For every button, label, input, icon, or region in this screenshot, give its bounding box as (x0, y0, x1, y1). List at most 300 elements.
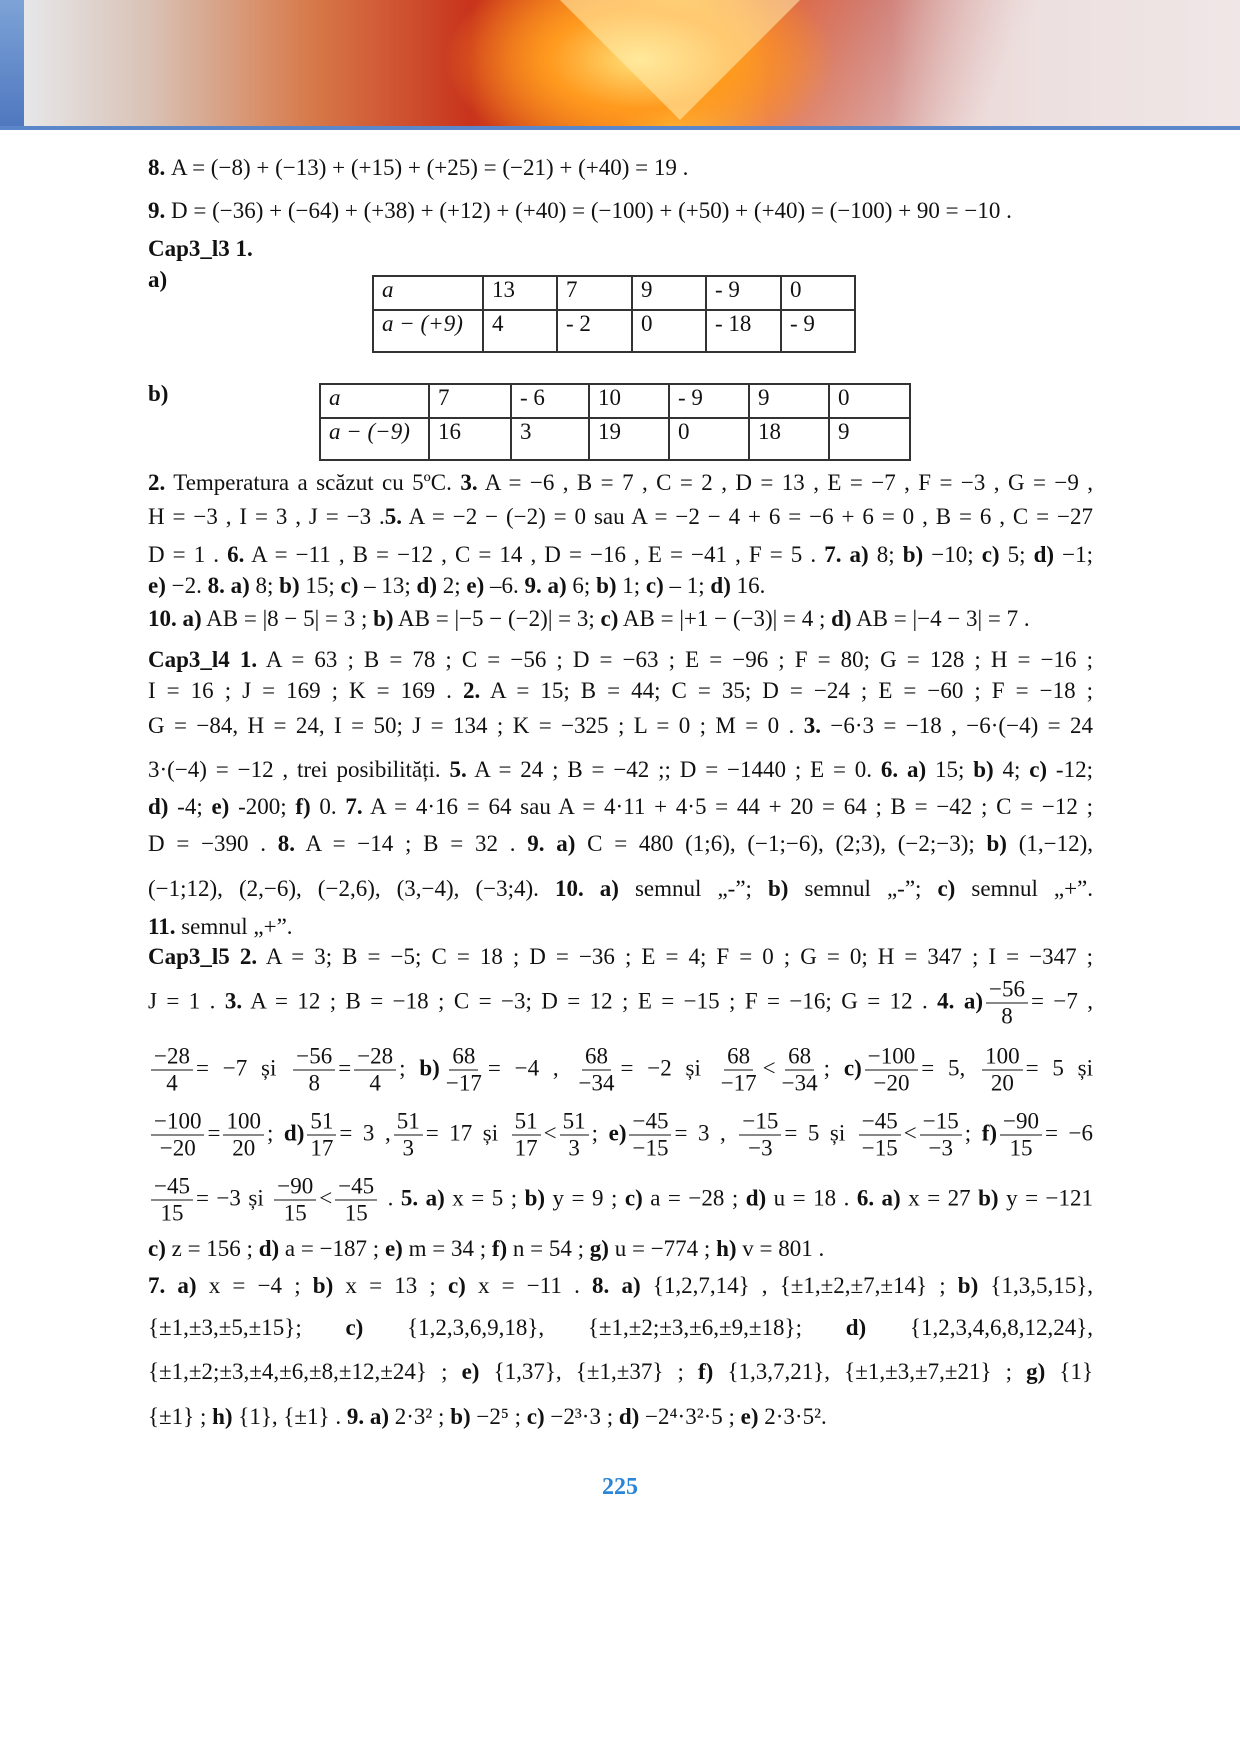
table-cell: 7 (557, 276, 632, 310)
answer-text: v = 801 . (736, 1236, 825, 1261)
answer-text: 8; (868, 542, 903, 567)
text-line (148, 1174, 1093, 1227)
answer-text: a = −187 ; (279, 1236, 385, 1261)
answer-text: A = −14 ; B = 32 . (295, 831, 528, 856)
numerator: −45 (335, 1174, 377, 1201)
denominator: 8 (1001, 1003, 1013, 1029)
exercise-label: d) (148, 794, 169, 819)
exercise-label: b) (957, 1273, 979, 1298)
answer-text: A = 3; B = −5; C = 18 ; D = −36 ; E = 4; F = 0 ; G = 0; H = 347 ; I = −347 ; (257, 944, 1093, 969)
answer-text: m = 34 ; (402, 1236, 492, 1261)
table-cell: 10 (589, 384, 669, 418)
table-row (320, 384, 910, 418)
text-line (148, 874, 1093, 904)
text-line (148, 942, 1093, 972)
answer-text: C = 480 (1;6), (−1;−6), (2;3), (−2;−3); (575, 831, 987, 856)
answer-text: semnul „-”; (618, 876, 768, 901)
answer-text: = 5 și (1025, 1055, 1094, 1081)
answer-text: x = −11 . (465, 1273, 593, 1298)
fraction (354, 1044, 396, 1097)
numerator: 51 (512, 1109, 541, 1136)
table-cell: 9 (829, 418, 910, 460)
numerator: 68 (785, 1044, 814, 1071)
numerator: −45 (859, 1109, 901, 1136)
numerator: 51 (307, 1109, 336, 1136)
denominator: −17 (720, 1070, 757, 1096)
header-divider (0, 126, 1240, 130)
exercise-label: Cap3_l5 2. (148, 944, 258, 969)
denominator: 4 (166, 1070, 178, 1096)
answer-text: ; (266, 1120, 284, 1146)
exercise-label: c) (345, 1315, 364, 1340)
denominator: −15 (861, 1135, 898, 1161)
answer-text: < (319, 1185, 333, 1211)
answer-text: J = 1 . (148, 988, 225, 1014)
answer-text: 15; (926, 757, 974, 782)
answer-text: u = −774 ; (608, 1236, 717, 1261)
exercise-label: f) (491, 1236, 508, 1261)
table-cell: 4 (483, 310, 557, 352)
exercise-label: 8. a) (592, 1273, 641, 1298)
numerator: −56 (293, 1044, 335, 1071)
answer-text: A = 24 ; B = −42 ;; D = −1440 ; E = 0. (466, 757, 881, 782)
fraction (223, 1109, 264, 1162)
answer-text: ; (399, 1055, 420, 1081)
exercise-label: c) (447, 1273, 466, 1298)
answer-text: (−1;12), (2,−6), (−2,6), (3,−4), (−3;4). (148, 876, 555, 901)
answer-text: -12; (1047, 757, 1093, 782)
text-line (148, 1234, 1093, 1264)
exercise-label: 2. (148, 470, 166, 495)
exercise-label: b) (373, 606, 394, 631)
answer-text: AB = |−5 − (−2)| = 3; (393, 606, 601, 631)
exercise-label: 7. a) (824, 542, 869, 567)
label: a) (148, 267, 168, 292)
exercise-label: g) (1026, 1359, 1046, 1384)
numerator: −15 (739, 1109, 781, 1136)
table-cell: - 2 (557, 310, 632, 352)
denominator: 15 (160, 1200, 184, 1226)
header-banner-image (0, 0, 1240, 126)
answer-text: < (903, 1120, 917, 1146)
exercise-label: b) (978, 1185, 999, 1211)
answer-text: 5; (999, 542, 1034, 567)
answer-text: 4; (993, 757, 1030, 782)
fraction (560, 1109, 589, 1162)
exercise-label: 6. a) (856, 1185, 901, 1211)
answer-text: semnul „-”; (788, 876, 938, 901)
fraction (739, 1109, 781, 1162)
answer-text: AB = |8 − 5| = 3 ; (201, 606, 374, 631)
answer-text: −2⁴·3²·5 ; (639, 1404, 741, 1429)
answer-text: D = 1 . (148, 542, 228, 567)
table-cell: a − (−9) (320, 418, 429, 460)
answer-text: {1,2,3,6,9,18}, {±1,±2;±3,±6,±9,±18}; (363, 1315, 846, 1340)
answer-text: 16. (730, 573, 766, 598)
answer-text: x = −4 ; (196, 1273, 313, 1298)
denominator: 20 (990, 1070, 1014, 1096)
answer-text: H = −3 , I = 3 , J = −3 . (148, 504, 385, 529)
fraction (151, 1109, 204, 1162)
answer-text: = −7 , (1030, 988, 1093, 1014)
exercise-label: c) (981, 542, 1000, 567)
answer-text: z = 156 ; (165, 1236, 259, 1261)
exercise-label: d) (745, 1185, 767, 1211)
exercise-label: 2. (462, 678, 481, 703)
answer-text: = (207, 1120, 221, 1146)
exercise-label: b) (279, 573, 300, 598)
exercise-label: 8. (277, 831, 296, 856)
text-line (148, 153, 1093, 183)
text-line (148, 604, 1093, 634)
answer-text: {±1,±3,±5,±15}; (148, 1315, 346, 1340)
exercise-label: 6. (227, 542, 245, 567)
answer-text: {±1,±2;±3,±4,±6,±8,±12,±24} ; (148, 1359, 462, 1384)
answer-text: ; (964, 1120, 982, 1146)
exercise-label: b) (312, 1273, 334, 1298)
exercise-label: c) (600, 606, 619, 631)
answer-text: 2; (436, 573, 467, 598)
numerator: −45 (151, 1174, 193, 1201)
answer-text: y = −121 (998, 1185, 1093, 1211)
denominator: −15 (632, 1135, 669, 1161)
exercise-label: b) (767, 876, 789, 901)
exercise-label: d) (416, 573, 437, 598)
exercise-label: b) (419, 1055, 440, 1081)
table-cell: a (320, 384, 429, 418)
table-cell: - 6 (511, 384, 589, 418)
text-line (148, 234, 1093, 264)
text-line (148, 1357, 1093, 1387)
answer-text: {1,3,7,21}, {±1,±3,±7,±21} ; (713, 1359, 1027, 1384)
text-line (148, 755, 1093, 785)
numerator: −15 (920, 1109, 962, 1136)
text-line (148, 977, 1093, 1030)
numerator: 100 (982, 1044, 1023, 1071)
answer-text: -4; (168, 794, 212, 819)
text-line (148, 1402, 1093, 1432)
answer-text: AB = |+1 − (−3)| = 4 ; (618, 606, 832, 631)
answer-text: – 1; (663, 573, 711, 598)
answer-text: 3·(−4) = −12 , trei posibilități. (148, 757, 450, 782)
exercise-label: e) (148, 573, 166, 598)
fraction (443, 1044, 485, 1097)
exercise-label: c) (340, 573, 359, 598)
exercise-label: b) (450, 1404, 471, 1429)
answer-text: 1; (616, 573, 646, 598)
answer-text: u = 18 . (766, 1185, 857, 1211)
answer-text: a = −28 ; (642, 1185, 746, 1211)
answer-text: < (762, 1055, 776, 1081)
exercise-label: 9. a) (346, 1404, 389, 1429)
text-line (148, 468, 1093, 498)
exercise-label: 3. (224, 988, 243, 1014)
text-line (148, 196, 1093, 226)
text-line (148, 676, 1093, 706)
answer-text: −2³·3 ; (544, 1404, 619, 1429)
exercise-label: 6. a) (880, 757, 927, 782)
denominator: 4 (369, 1070, 381, 1096)
answer-text: = (338, 1055, 352, 1081)
fraction (151, 1174, 193, 1227)
table-cell: 19 (589, 418, 669, 460)
answer-text: . (380, 1185, 401, 1211)
answer-text: 2·3·5². (758, 1404, 827, 1429)
fraction (293, 1044, 335, 1097)
exercise-label: 9. (148, 198, 171, 223)
exercise-label: c) (937, 876, 956, 901)
exercise-label: 11. (148, 914, 176, 939)
exercise-label: f) (981, 1120, 998, 1146)
table-row (373, 276, 855, 310)
exercise-label: b) (986, 831, 1007, 856)
text-line (148, 829, 1093, 859)
answer-text: {1,2,7,14} , {±1,±2,±7,±14} ; (640, 1273, 958, 1298)
table-cell: 9 (749, 384, 829, 418)
answer-text: = 5, (921, 1055, 980, 1081)
exercise-label: 9. a) (524, 573, 567, 598)
exercise-label: Cap3_l3 1. (148, 236, 253, 261)
denominator: 17 (310, 1135, 334, 1161)
exercise-label: b) (524, 1185, 546, 1211)
answer-text: ; (823, 1055, 844, 1081)
exercise-label: 10. a) (148, 606, 202, 631)
answer-text: = −4 , (487, 1055, 573, 1081)
table-cell: 18 (749, 418, 829, 460)
table-cell: 3 (511, 418, 589, 460)
text-line (148, 540, 1093, 570)
fraction (629, 1109, 671, 1162)
answer-text: semnul „+”. (175, 914, 293, 939)
answer-text: = −3 și (195, 1185, 272, 1211)
fraction (512, 1109, 541, 1162)
exercise-label: b) (596, 573, 617, 598)
answer-text: = 3 , (339, 1120, 391, 1146)
text-line (148, 1271, 1093, 1301)
answer-text: A = −2 − (−2) = 0 sau A = −2 − 4 + 6 = −6 + 6 = 0 , B = 6 , C = −27 (402, 504, 1093, 529)
exercise-label: d) (845, 1315, 867, 1340)
answer-text: −2. (165, 573, 208, 598)
fraction (718, 1044, 760, 1097)
exercise-label: c) (645, 573, 664, 598)
numerator: 68 (449, 1044, 478, 1071)
exercise-label: g) (589, 1236, 609, 1261)
numerator: −28 (354, 1044, 396, 1071)
text-line (148, 571, 1093, 601)
exercise-label: 9. a) (527, 831, 576, 856)
text-line (148, 1313, 1093, 1343)
answer-text: {1}, {±1} . (232, 1404, 347, 1429)
fraction (865, 1044, 918, 1097)
table-cell: - 18 (706, 310, 781, 352)
exercise-label: f) (295, 794, 311, 819)
exercise-label: 7. (345, 794, 363, 819)
table-cell: 0 (829, 384, 910, 418)
exercise-label: 3. (460, 470, 478, 495)
answer-text: 2·3² ; (389, 1404, 451, 1429)
exercise-label: e) (466, 573, 485, 598)
answer-text: I = 16 ; J = 169 ; K = 169 . (148, 678, 463, 703)
answer-text: = 17 și (425, 1120, 509, 1146)
exercise-label: d) (1033, 542, 1055, 567)
fraction (920, 1109, 962, 1162)
exercise-label: 3. (803, 713, 821, 738)
answer-text: {1,2,3,4,6,8,12,24}, (866, 1315, 1093, 1340)
answer-text: A = 63 ; B = 78 ; C = −56 ; D = −63 ; E = −96 ; F = 80; G = 128 ; H = −16 ; (257, 647, 1094, 672)
exercise-label: 5. (384, 504, 402, 529)
numerator: 68 (582, 1044, 611, 1071)
answer-text: – 13; (358, 573, 417, 598)
exercise-label: 5. a) (400, 1185, 445, 1211)
exercise-label: c) (1029, 757, 1048, 782)
answer-text: 15; (299, 573, 341, 598)
answer-text: x = 5 ; (444, 1185, 525, 1211)
table-row (320, 418, 910, 460)
label: b) (148, 381, 169, 406)
denominator: 3 (568, 1135, 580, 1161)
fraction (1000, 1109, 1042, 1162)
denominator: −34 (781, 1070, 818, 1096)
table-row (373, 310, 855, 352)
exercise-label: c) (148, 1236, 166, 1261)
exercise-label: b) (902, 542, 924, 567)
answer-text: −1; (1054, 542, 1093, 567)
table-cell: 0 (669, 418, 749, 460)
exercise-label: 10. a) (554, 876, 619, 901)
exercise-label: d) (258, 1236, 280, 1261)
exercise-label: e) (461, 1359, 480, 1384)
fraction (307, 1109, 336, 1162)
numerator: −56 (986, 977, 1028, 1004)
answer-text: = −6 (1045, 1120, 1094, 1146)
numerator: −100 (865, 1044, 918, 1071)
text-line (148, 711, 1093, 741)
answer-text: = −7 și (195, 1055, 291, 1081)
answer-text: A = 15; B = 44; C = 35; D = −24 ; E = −60 ; F = −18 ; (480, 678, 1093, 703)
numerator: −45 (629, 1109, 671, 1136)
table-cell: 0 (632, 310, 706, 352)
answer-text: A = −6 , B = 7 , C = 2 , D = 13 , E = −7 , F = −3 , G = −9 , (477, 470, 1093, 495)
denominator: −3 (748, 1135, 773, 1161)
answer-text: D = (−36) + (−64) + (+38) + (+12) + (+40) = (−100) + (+50) + (+40) = (−100) + 90 = −10 . (171, 198, 1012, 223)
answer-text: = 3 , (674, 1120, 737, 1146)
fraction (274, 1174, 316, 1227)
numerator: 100 (223, 1109, 264, 1136)
text-line (148, 792, 1093, 822)
answer-text: 0. (310, 794, 346, 819)
answer-text: -200; (229, 794, 296, 819)
fraction (394, 1109, 423, 1162)
answer-text: = −2 și (620, 1055, 715, 1081)
exercise-label: e) (384, 1236, 403, 1261)
answer-text: x = 27 (900, 1185, 979, 1211)
denominator: −17 (445, 1070, 482, 1096)
exercise-label: 8. (148, 155, 171, 180)
fraction (982, 1044, 1023, 1097)
denominator: 3 (402, 1135, 414, 1161)
exercise-label: c) (624, 1185, 643, 1211)
answer-text: n = 54 ; (507, 1236, 590, 1261)
fraction (575, 1044, 617, 1097)
table-cell: a (373, 276, 483, 310)
exercise-label: 7. a) (148, 1273, 197, 1298)
table-cell: 16 (429, 418, 511, 460)
fraction (779, 1044, 821, 1097)
exercise-label: c) (526, 1404, 545, 1429)
answer-text: Temperatura a scăzut cu 5ºC. (165, 470, 461, 495)
answer-text: −10; (923, 542, 982, 567)
answer-text: A = 4·16 = 64 sau A = 4·11 + 4·5 = 44 + 20 = 64 ; B = −42 ; C = −12 ; (362, 794, 1093, 819)
answer-text: G = −84, H = 24, I = 50; J = 134 ; K = −325 ; L = 0 ; M = 0 . (148, 713, 804, 738)
exercise-label: h) (212, 1404, 233, 1429)
exercise-label: d) (283, 1120, 305, 1146)
answer-text: A = (−8) + (−13) + (+15) + (+25) = (−21) + (+40) = 19 . (171, 155, 689, 180)
exercise-label: 8. a) (207, 573, 250, 598)
answer-text: A = −11 , B = −12 , C = 14 , D = −16 , E = −41 , F = 5 . (244, 542, 825, 567)
table-cell: a − (+9) (373, 310, 483, 352)
exercise-label: d) (831, 606, 852, 631)
exercise-label: e) (740, 1404, 759, 1429)
exercise-label: b) (973, 757, 994, 782)
answer-text: AB = |−4 − 3| = 7 . (851, 606, 1030, 631)
answer-text: y = 9 ; (545, 1185, 625, 1211)
exercise-label: d) (710, 573, 731, 598)
table-cell: 0 (781, 276, 855, 310)
answer-text: 8; (249, 573, 280, 598)
exercise-label: 4. a) (937, 988, 983, 1014)
denominator: 15 (344, 1200, 368, 1226)
answer-text: (1,−12), (1006, 831, 1093, 856)
answer-text: −2⁵ ; (470, 1404, 527, 1429)
numerator: −28 (151, 1044, 193, 1071)
answer-text: A = 12 ; B = −18 ; C = −3; D = 12 ; E = −15 ; F = −16; G = 12 . (242, 988, 938, 1014)
numerator: −90 (274, 1174, 316, 1201)
answer-text: {1,3,5,15}, (978, 1273, 1093, 1298)
banner-decoration (560, 0, 800, 120)
exercise-label: 5. (449, 757, 467, 782)
text-line (148, 912, 1093, 942)
exercise-label: d) (618, 1404, 640, 1429)
text-line (148, 1044, 1093, 1097)
exercise-label: h) (716, 1236, 737, 1261)
answer-text: −6·3 = −18 , −6·(−4) = 24 (820, 713, 1094, 738)
answer-text: 6; (566, 573, 597, 598)
answer-text: ; (591, 1120, 609, 1146)
denominator: 20 (232, 1135, 256, 1161)
numerator: 68 (724, 1044, 753, 1071)
answer-text: D = −390 . (148, 831, 278, 856)
exercise-label: c) (843, 1055, 862, 1081)
fraction (986, 977, 1028, 1030)
numerator: 51 (560, 1109, 589, 1136)
exercise-label: Cap3_l4 1. (148, 647, 258, 672)
page-number: 225 (602, 1474, 638, 1500)
text-line (148, 645, 1093, 675)
exercise-label: f) (698, 1359, 714, 1384)
denominator: 17 (514, 1135, 538, 1161)
numerator: 51 (394, 1109, 423, 1136)
denominator: −20 (873, 1070, 910, 1096)
text-line (148, 1109, 1093, 1162)
table-b (319, 383, 911, 461)
numerator: −90 (1000, 1109, 1042, 1136)
text-line (148, 502, 1093, 532)
answer-text: semnul „+”. (955, 876, 1094, 901)
table-cell: 9 (632, 276, 706, 310)
exercise-label: e) (608, 1120, 627, 1146)
denominator: 15 (1009, 1135, 1033, 1161)
table-cell: - 9 (669, 384, 749, 418)
